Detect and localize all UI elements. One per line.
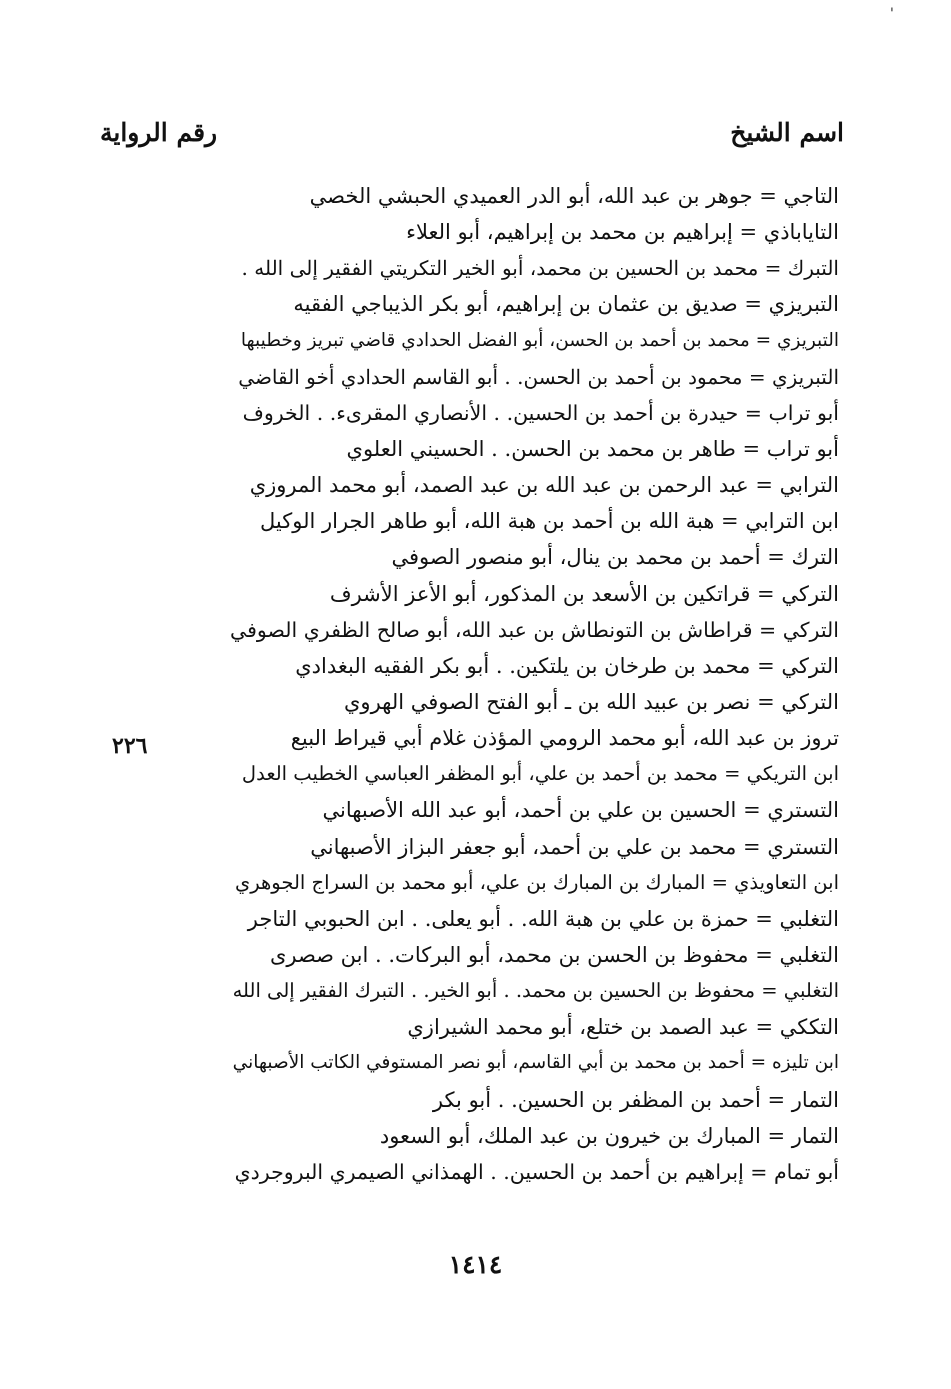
list-item: أبو تراب = حيدرة بن أحمد بن الحسين. . الأنصاري المقرىء. . الخروف: [242, 400, 839, 425]
list-item: أبو تمام = إبراهيم بن أحمد بن الحسين. . الهمذاني الصيمري البروجردي: [234, 1159, 839, 1184]
list-item: التركي = محمد بن طرخان بن يلتكين. . أبو بكر الفقيه البغدادي: [295, 653, 839, 678]
page-header: [100, 118, 844, 158]
list-item: التغلبي = محفوظ بن الحسين بن محمد. . أبو الخير. . التبرك الفقير إلى الله: [232, 979, 839, 1003]
list-item: الترك = أحمد بن محمد بن ينال، أبو منصور الصوفي: [391, 545, 839, 570]
list-item: ابن تليزه = أحمد بن محمد بن أبي القاسم، أبو نصر المستوفي الكاتب الأصبهاني: [232, 1052, 839, 1074]
list-item: التستري = محمد بن علي بن أحمد، أبو جعفر البزاز الأصبهاني: [310, 834, 839, 859]
list-item: الترابي = عبد الرحمن بن عبد الله بن عبد الصمد، أبو محمد المروزي: [249, 473, 839, 498]
list-item: تروز بن عبد الله، أبو محمد الرومي المؤذن غلام أبي قيراط البيع: [290, 726, 839, 751]
list-item: التركي = قراتكين بن الأسعد بن المذكور، أبو الأعز الأشرف: [329, 581, 839, 606]
corner-mark: ': [890, 6, 894, 22]
list-item: أبو تراب = طاهر بن محمد بن الحسن. . الحسيني العلوي: [346, 436, 839, 461]
list-item: ابن التريكي = محمد بن أحمد بن علي، أبو المظفر العباسي الخطيب العدل: [241, 762, 839, 786]
list-item: التركي = نصر بن عبيد الله بن ـ أبو الفتح الصوفي الهروي: [344, 689, 839, 714]
list-item: التبريزي = محمد بن أحمد بن الحسن، أبو الفضل الحدادي قاضي تبريز وخطيبها: [240, 329, 839, 351]
shaykh-name-column-title: اسم الشيخ: [730, 118, 844, 147]
list-item: التستري = الحسين بن علي بن أحمد، أبو عبد الله الأصبهاني: [322, 798, 839, 823]
list-item: التغلبي = محفوظ بن الحسن بن محمد، أبو البركات. . ابن صصرى: [269, 942, 839, 967]
list-item: التمار = أحمد بن المظفر بن الحسين. . أبو بكر: [432, 1087, 839, 1112]
list-item: التبرك = محمد بن الحسين بن محمد، أبو الخير التكريتي الفقير إلى الله .: [241, 256, 839, 281]
narration-number: ٢٢٦: [112, 733, 148, 759]
list-item: التاياباذي = إبراهيم بن محمد بن إبراهيم، أبو العلاء: [406, 220, 839, 245]
list-item: ابن التعاويذي = المبارك بن المبارك بن علي، أبو محمد بن السراج الجوهري: [235, 870, 839, 894]
list-item: التككي = عبد الصمد بن ختلع، أبو محمد الشيرازي: [407, 1015, 839, 1040]
narration-number-column-title: رقم الرواية: [100, 118, 218, 147]
list-item: التغلبي = حمزة بن علي بن هبة الله. . أبو يعلى. . ابن الحبوبي التاجر: [247, 906, 839, 931]
list-item: التاجي = جوهر بن عبد الله، أبو الدر العميدي الحبشي الخصي: [309, 184, 839, 208]
list-item: التبريزي = صديق بن عثمان بن إبراهيم، أبو بكر الذيباجي الفقيه: [293, 292, 839, 317]
list-item: ابن الترابي = هبة الله بن أحمد بن هبة الله، أبو طاهر الجرار الوكيل: [260, 509, 839, 534]
list-item: التبريزي = محمود بن أحمد بن الحسن. . أبو القاسم الحدادي أخو القاضي: [238, 364, 839, 389]
page-number: ١٤١٤: [448, 1250, 503, 1279]
shaykh-entries-list: [229, 178, 839, 1190]
list-item: التمار = المبارك بن خيرون بن عبد الملك، أبو السعود: [379, 1123, 839, 1148]
list-item: التركي = قراطاش بن التونطاش بن عبد الله، أبو صالح الظفري الصوفي: [230, 617, 839, 642]
